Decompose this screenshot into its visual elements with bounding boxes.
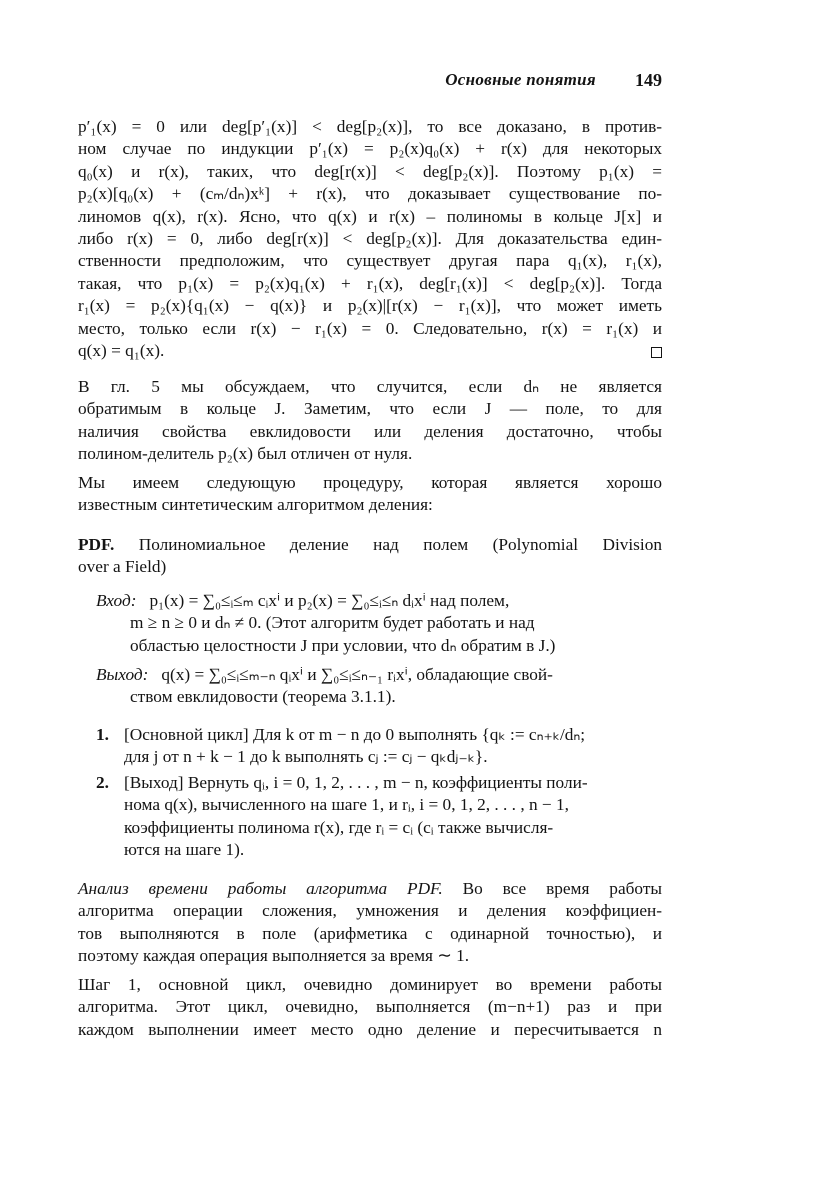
text-line — [96, 590, 662, 612]
text-line: областью целостности J при условии, что dₙ обратим в J.) — [130, 635, 556, 655]
text-line: алгоритма. Этот цикл, очевидно, выполняется (m−n+1) раз и при — [78, 997, 662, 1017]
text-line: обратимым в кольце J. Заметим, что если J — поле, то для — [78, 399, 662, 419]
text-line: p′₁(x) = 0 или deg[p′₁(x)] < deg[p₂(x)], то все доказано, в против- — [78, 117, 662, 136]
output-label: Выход: — [96, 665, 149, 684]
text-line: место, только если r(x) − r₁(x) = 0. Следовательно, r(x) = r₁(x) и — [78, 318, 662, 338]
proof-paragraph — [78, 116, 662, 362]
page-number: 149 — [635, 70, 662, 90]
paragraph-step-analysis — [78, 974, 662, 1041]
text-line: m ≥ n ≥ 0 и dₙ ≠ 0. (Этот алгоритм будет работать и над — [130, 613, 535, 633]
algorithm-step — [96, 772, 662, 862]
algorithm-description: Полиномиальное деление над полем (Polynomial Division — [138, 535, 662, 554]
text-line: нома q(x), вычисленного на шаге 1, и rᵢ, i = 0, 1, 2, . . . , n − 1, — [124, 795, 569, 815]
text-line: [Выход] Вернуть qᵢ, i = 0, 1, 2, . . . , m − n, коэффициенты поли- — [124, 773, 588, 792]
algorithm-name: PDF. — [78, 535, 115, 554]
text-line: r₁(x) = p₂(x){q₁(x) − q(x)} и p₂(x)|[r(x) − r₁(x)], что может иметь — [78, 296, 662, 316]
text-line: тов выполняются в поле (арифметика с одинарной точностью), и — [78, 923, 662, 943]
step-body — [124, 772, 662, 862]
text-line: В гл. 5 мы обсуждаем, что случится, если dₙ не является — [78, 377, 662, 396]
text-line-content: q(x) = q₁(x). — [78, 341, 165, 361]
text-line: Шаг 1, основной цикл, очевидно доминирует во времени работы — [78, 975, 662, 994]
output-formula: q(x) = ∑₀≤ᵢ≤ₘ₋ₙ qᵢxⁱ и ∑₀≤ᵢ≤ₙ₋₁ rᵢxⁱ, обладающие свой- — [161, 665, 553, 684]
algorithm-step — [96, 724, 662, 769]
text-line: наличия свойства евклидовости или деления достаточно, чтобы — [78, 421, 662, 441]
text-line: алгоритма операции сложения, умножения и деления коэффициен- — [78, 901, 662, 921]
input-formula: p₁(x) = ∑₀≤ᵢ≤ₘ cᵢxⁱ и p₂(x) = ∑₀≤ᵢ≤ₙ dᵢxⁱ над полем, — [149, 591, 510, 610]
text-line: q₀(x) и r(x), таких, что deg[r(x)] < deg[p₂(x)]. Поэтому p₁(x) = — [78, 161, 662, 181]
text-line — [96, 664, 662, 686]
text-line: ством евклидовости (теорема 3.1.1). — [130, 687, 396, 707]
text-line: [Основной цикл] Для k от m − n до 0 выполнять {qₖ := cₙ₊ₖ/dₙ; — [124, 725, 586, 744]
text-line: p₂(x)[q₀(x) + (cₘ/dₙ)xᵏ] + r(x), что доказывает существование по- — [78, 184, 662, 204]
text-line — [78, 534, 662, 556]
text-line: Мы имеем следующую процедуру, которая является хорошо — [78, 473, 662, 492]
text-line: каждом выполнении имеет место одно деление и пересчитывается n — [78, 1019, 662, 1039]
text-line: либо r(x) = 0, либо deg[r(x)] < deg[p₂(x)]. Для доказательства един- — [78, 229, 662, 249]
paragraph-invertibility — [78, 376, 662, 466]
running-title: Основные понятия — [445, 70, 596, 89]
text-line: коэффициенты полинома r(x), где rᵢ = cᵢ (cᵢ также вычисля- — [124, 817, 554, 837]
step-number: 1. — [96, 725, 109, 744]
text-line: ственности предположим, что существует другая пара q₁(x), r₁(x), — [78, 251, 662, 271]
algorithm-output — [96, 664, 662, 709]
step-number: 2. — [96, 773, 109, 792]
algorithm-input — [96, 590, 662, 657]
page-header — [78, 70, 662, 94]
analysis-first-line: Во все время работы — [462, 879, 662, 898]
algorithm-title — [78, 534, 662, 579]
paragraph-analysis — [78, 878, 662, 968]
paragraph-procedure-intro — [78, 472, 662, 517]
text-line: для j от n + k − 1 до k выполнять cⱼ := cⱼ − qₖdⱼ₋ₖ}. — [124, 747, 488, 767]
text-line: известным синтетическим алгоритмом деления: — [78, 495, 433, 515]
text-line — [78, 340, 662, 362]
text-line: линомов q(x), r(x). Ясно, что q(x) и r(x) – полиномы в кольце J[x] и — [78, 206, 662, 226]
text-line — [78, 878, 662, 900]
text-line: ются на шаге 1). — [124, 840, 245, 860]
input-label: Вход: — [96, 591, 137, 610]
step-body — [124, 724, 662, 769]
text-line: ном случае по индукции p′₁(x) = p₂(x)q₀(x) + r(x) для некоторых — [78, 139, 662, 159]
text-line: такая, что p₁(x) = p₂(x)q₁(x) + r₁(x), deg[r₁(x)] < deg[p₂(x)]. Тогда — [78, 273, 662, 293]
text-line: поэтому каждая операция выполняется за время ∼ 1. — [78, 946, 470, 966]
text-line: полином-делитель p₂(x) был отличен от нуля. — [78, 444, 413, 464]
qed-square-icon — [651, 347, 662, 358]
text-line: over a Field) — [78, 557, 167, 577]
analysis-title: Анализ времени работы алгоритма PDF. — [78, 879, 443, 898]
